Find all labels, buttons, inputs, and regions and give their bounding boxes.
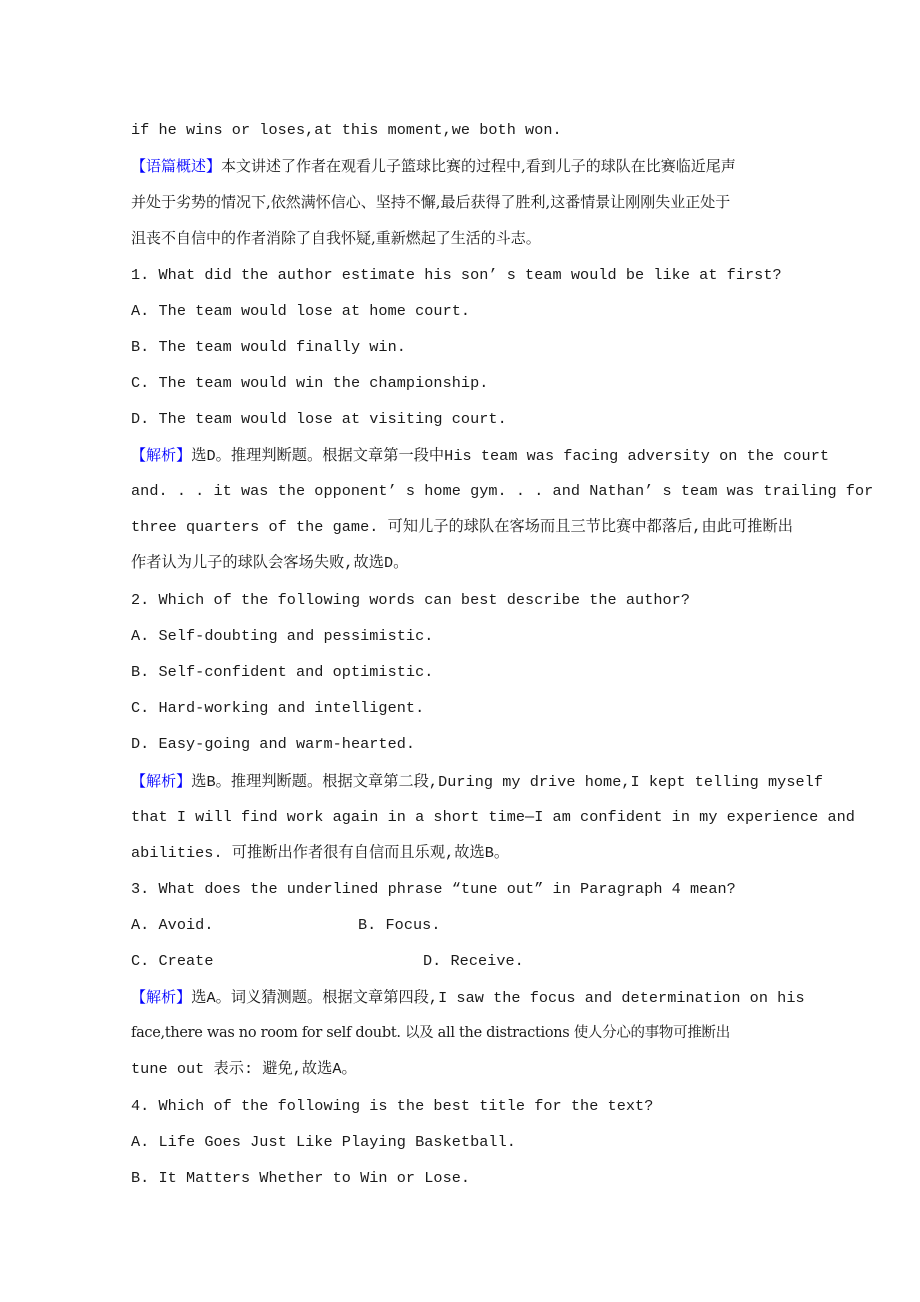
option-text: Avoid.: [158, 916, 214, 934]
summary-line-3: 沮丧不自信中的作者消除了自我怀疑,重新燃起了生活的斗志。: [131, 229, 541, 247]
question-4: [131, 1096, 653, 1116]
analysis-tag: 【解析】: [131, 772, 192, 790]
q4-option-b: [131, 1168, 470, 1188]
question-number: 3.: [131, 880, 150, 898]
q1-analysis-line-2: and. . . it was the opponent’ s home gym. . . and Nathan’ s team was trailing for: [131, 482, 874, 500]
option-text: It Matters Whether to Win or Lose.: [158, 1169, 471, 1187]
q1-analysis-line-1: [131, 445, 829, 466]
option-text: Receive.: [450, 952, 524, 970]
option-label: B.: [131, 338, 150, 356]
q3-analysis-line-3: tune out 表示: 避免,故选A。: [131, 1060, 357, 1078]
option-text: The team would lose at home court.: [158, 302, 471, 320]
option-text: Life Goes Just Like Playing Basketball.: [158, 1133, 516, 1151]
option-text: Self-confident and optimistic.: [158, 663, 434, 681]
q2-option-b: [131, 662, 433, 682]
q1-option-b: [131, 337, 406, 357]
analysis-text: 选D。推理判断题。根据文章第一段中His team was facing adversity on the court: [191, 447, 830, 465]
q3-analysis-line-2: face,there was no room for self doubt. 以及 all the distractions 使人分心的事物可推断出: [131, 1025, 730, 1041]
question-number: 1.: [131, 266, 150, 284]
q2-analysis-line-2: that I will find work again in a short time—I am confident in my experience and: [131, 808, 855, 826]
option-text: The team would win the championship.: [158, 374, 489, 392]
option-label: B.: [131, 663, 150, 681]
continuation-line: if he wins or loses,at this moment,we both won.: [131, 121, 562, 139]
summary-text: 本文讲述了作者在观看儿子篮球比赛的过程中,看到儿子的球队在比赛临近尾声: [221, 157, 736, 175]
q1-option-a: [131, 301, 470, 321]
q2-option-a: [131, 626, 433, 646]
option-label: B.: [131, 1169, 150, 1187]
q1-analysis-line-4: 作者认为儿子的球队会客场失败,故选D。: [131, 554, 409, 572]
option-label: D.: [423, 952, 442, 970]
summary-line-1: [131, 156, 736, 176]
option-label: A.: [131, 302, 150, 320]
summary-tag: 【语篇概述】: [131, 157, 222, 175]
q1-option-c: [131, 373, 488, 393]
q2-option-d: [131, 734, 415, 754]
question-3: [131, 879, 736, 899]
q3-options-row-2: [131, 951, 821, 971]
question-text: What does the underlined phrase “tune out” in Paragraph 4 mean?: [158, 880, 736, 898]
option-text: Easy-going and warm-hearted.: [158, 735, 416, 753]
q3-option-b: [358, 915, 440, 935]
option-label: B.: [358, 916, 377, 934]
q3-option-a: [131, 916, 213, 934]
q1-analysis-line-3: three quarters of the game. 可知儿子的球队在客场而且三节比赛中都落后,由此可推断出: [131, 518, 793, 536]
question-number: 4.: [131, 1097, 150, 1115]
q3-options-row-1: [131, 915, 821, 935]
question-2: [131, 590, 690, 610]
option-label: D.: [131, 735, 150, 753]
q3-option-c: [131, 952, 213, 970]
q4-option-a: [131, 1132, 516, 1152]
q2-option-c: [131, 698, 424, 718]
question-text: Which of the following is the best title for the text?: [158, 1097, 654, 1115]
q2-analysis-line-3: abilities. 可推断出作者很有自信而且乐观,故选B。: [131, 844, 510, 862]
question-1: [131, 265, 782, 285]
option-label: A.: [131, 916, 150, 934]
question-text: What did the author estimate his son’ s team would be like at first?: [158, 266, 782, 284]
option-label: A.: [131, 1133, 150, 1151]
option-label: C.: [131, 374, 150, 392]
option-text: Self-doubting and pessimistic.: [158, 627, 434, 645]
option-text: The team would finally win.: [158, 338, 406, 356]
analysis-text: 选A。词义猜测题。根据文章第四段,I saw the focus and determination on his: [191, 989, 805, 1007]
option-label: A.: [131, 627, 150, 645]
option-label: C.: [131, 699, 150, 717]
q3-analysis-line-1: [131, 987, 805, 1008]
q1-option-d: [131, 409, 507, 429]
option-text: Hard-working and intelligent.: [158, 699, 425, 717]
option-text: Create: [158, 952, 214, 970]
question-text: Which of the following words can best describe the author?: [158, 591, 691, 609]
analysis-tag: 【解析】: [131, 988, 192, 1006]
analysis-tag: 【解析】: [131, 446, 192, 464]
summary-line-2: 并处于劣势的情况下,依然满怀信心、坚持不懈,最后获得了胜利,这番情景让刚刚失业正处于: [131, 193, 731, 211]
option-text: The team would lose at visiting court.: [158, 410, 507, 428]
analysis-text: 选B。推理判断题。根据文章第二段,During my drive home,I kept telling myself: [191, 773, 823, 791]
question-number: 2.: [131, 591, 150, 609]
option-label: C.: [131, 952, 150, 970]
q2-analysis-line-1: [131, 771, 823, 792]
option-label: D.: [131, 410, 150, 428]
q3-option-d: [423, 951, 524, 971]
option-text: Focus.: [385, 916, 441, 934]
